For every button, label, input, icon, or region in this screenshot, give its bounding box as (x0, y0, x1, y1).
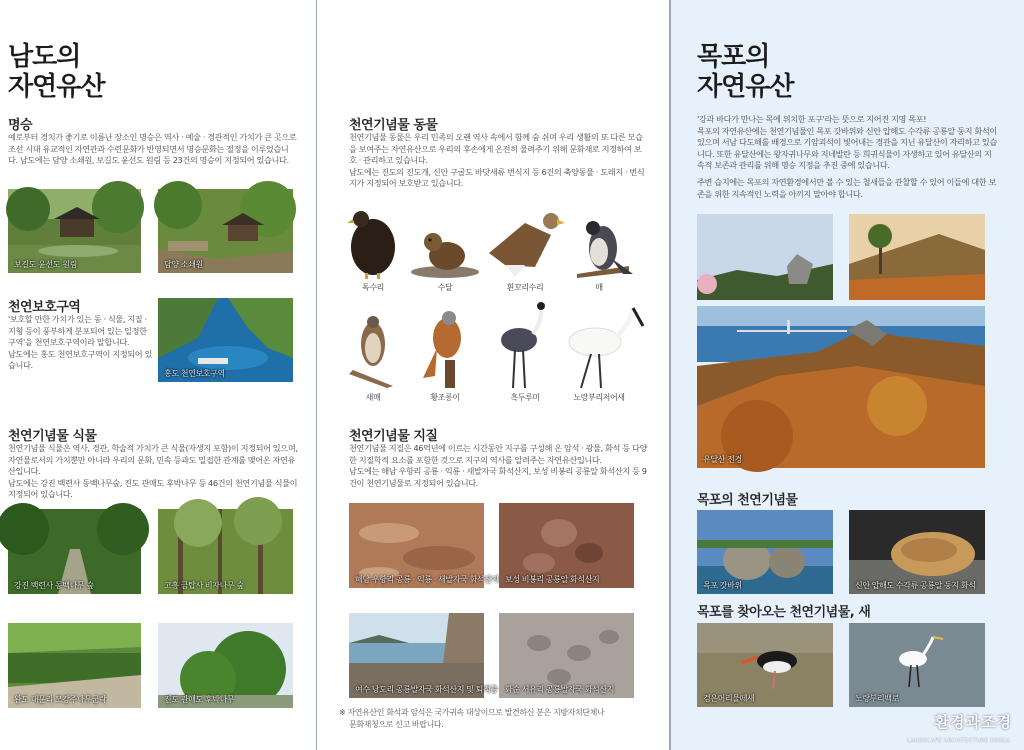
reserve-text-2: 남도에는 홍도 천연보호구역이 지정되어 있습니다. (8, 348, 152, 371)
photo-caption: 여수 낭도리 공룡발자국 화석산지 및 퇴적층 (355, 685, 498, 694)
plants-text-1: 천연기념물 식물은 역사, 경관, 학술적 가치가 큰 식물(자생지 포함)이 지정되어 있으며, 자연물로서의 가치뿐만 아니라 우리의 문화, 민속 등과도 밀접한 관계를 맺어온 자연유산입니다. (8, 443, 298, 477)
mokpo-birds-title: 목포를 찾아오는 천연기념물, 새 (697, 605, 871, 620)
mokpo-text-3: 주변 습지에는 목포의 자연환경에서만 볼 수 있는 철새들을 관찰할 수 있어 이들에 대한 보존을 위한 지속적인 노력을 아끼지 말아야 합니다. (697, 176, 996, 199)
photo-caption: 강진 백련사 동백나무 숲 (14, 581, 94, 590)
photo-caption: 목포 갓바위 (703, 581, 742, 590)
photo-oystercatcher (697, 623, 833, 707)
photo-soswaewon (158, 189, 293, 273)
animal-otter (409, 228, 481, 278)
photo-bibongri (499, 503, 634, 588)
photo-egret (849, 623, 985, 707)
animal-kestrel (417, 308, 477, 388)
mokpo-title (697, 42, 793, 102)
photo-caption: 노랑부리백로 (855, 694, 899, 703)
scenic-title: 명승 (8, 118, 33, 133)
geology-text-2: 남도에는 해남 우항리 공룡 · 익룡 · 새발자국 화석산지, 보성 비봉리 공룡알 화석산지 등 9건이 천연기념물로 지정되어 있습니다. (349, 466, 647, 488)
photo-seoyuri (499, 613, 634, 698)
mokpo-text-1: '강과 바다가 만나는 목에 위치한 포구'라는 뜻으로 지어진 지명 목포! (697, 114, 927, 124)
title-line-2: 자연유산 (697, 72, 794, 102)
animals-text-1: 천연기념물 동물은 우리 민족의 오랜 역사 속에서 함께 숨 쉬며 우리 생활의 또 다른 모습을 보여주는 자연유산으로 우리의 후손에게 온전히 물려주기 위해 문화재로 지정하여 보호 · 관리하고 있습니다. (349, 132, 643, 166)
geology-text (349, 443, 647, 489)
title-line-2: 자연유산 (8, 72, 105, 102)
plants-text (8, 443, 300, 501)
fossil-note-line-2: 문화재청으로 신고 바랍니다. (349, 720, 444, 729)
photo-daemunri (8, 623, 141, 708)
animal-falcon (571, 218, 635, 278)
photo-caption: 유달산 전경 (703, 455, 742, 464)
animals-text-2: 남도에는 진도의 진도개, 신안 구굴도 바닷새류 번식지 등 6건의 축양동물 · 도래지 · 번식지가 지정되어 보호받고 있습니다. (349, 166, 645, 189)
animal-label: 매 (595, 283, 603, 292)
animals-title: 천연기념물 동물 (349, 118, 438, 133)
photo-caption: 화순 서유리 공룡발자국 화석산지 (505, 685, 615, 694)
plants-text-2: 남도에는 강진 백련사 동백나무숲, 진도 관매도 후박나무 등 46건의 천연기념물 식물이 지정되어 있습니다. (8, 477, 298, 500)
mokpo-text-2: 목포의 자연유산에는 천연기념물인 목포 갓바위와 신안 압해도 수각류 공룡알 둥지 화석이 있으며 서남 다도해를 배경으로 기암괴석이 빛어내는 경관을 지닌 유달산이 자리하고 있습니다. 또한 유달산에는 왕자귀나무와 지네발란 등 희귀식물이 자생하고 있어 유달산의 지속적 보존과 관리를 위해 명승 지정을 추진 중에 있습니다. (697, 125, 997, 171)
photo-caption: 홍도 천연보호구역 (164, 369, 225, 378)
namdo-title (8, 42, 104, 102)
photo-geumtapsa (158, 509, 293, 594)
watermark-logo: 환경과조경 (934, 713, 1012, 731)
geology-text-1: 천연기념물 지질은 46억년에 이르는 시간동안 지구를 구성해 온 암석 · 광물, 화석 등 다양한 지질학적 요소를 포함한 것으로 지구의 역사를 알려주는 자연유산입니다. (349, 443, 647, 465)
animals-text (349, 132, 645, 190)
photo-mokpo-autumn (849, 214, 985, 300)
animal-spoonbill (561, 302, 645, 390)
photo-gatbawi (697, 510, 833, 594)
animal-label: 흑두루미 (510, 393, 540, 402)
geology-title: 천연기념물 지질 (349, 429, 438, 444)
column-namdo (0, 0, 316, 750)
photo-caption: 담양 소쇄원 (164, 260, 203, 269)
mokpo-monuments-title: 목포의 천연기념물 (697, 493, 798, 508)
animal-label: 노랑부리저어새 (573, 393, 625, 402)
title-line-1: 남도의 (8, 42, 81, 72)
photo-caption: 해남 우항리 공룡 · 익룡 · 새발자국 화석산지 (355, 575, 499, 584)
scenic-text: 예로부터 경치가 좋기로 이름난 장소인 명승은 역사 · 예술 · 경관적인 가치가 큰 곳으로 조선 시대 유교적인 자연관과 수련문화가 반영되면서 명승문화는 절정을 이루었습니다. 남도에는 담양 소쇄원, 보길도 윤선도 원림 등 23건의 명승이 지정되어 있습니다. (8, 132, 297, 166)
mokpo-text (697, 114, 997, 200)
animal-white-tailed-eagle (485, 205, 565, 280)
animal-vulture (343, 205, 403, 280)
column-mokpo (671, 0, 1024, 750)
column-monuments (317, 0, 669, 750)
photo-nangdori (349, 613, 498, 698)
animal-label: 황조롱이 (430, 393, 460, 402)
animal-label: 흰꼬리수리 (506, 283, 544, 292)
fossil-note-line-1: ※ 자연유산인 화석과 암석은 국가귀속 대상이므로 발견하신 분은 지방자치단체나 (339, 708, 605, 717)
photo-caption: 진도 관매도 후박나무 (164, 695, 235, 704)
photo-bogildo (8, 189, 141, 273)
photo-dino-egg (849, 510, 985, 594)
photo-caption: 검은머리물떼새 (703, 694, 755, 703)
reserve-text-1: '보호할 만한 가치가 있는 동 · 식물, 지질 · 지형 등이 풍부하게 분포되어 있는 일정한 구역'을 천연보호구역이라 말합니다. (8, 314, 147, 348)
title-line-1: 목포의 (697, 42, 770, 72)
photo-caption: 고흥 금탑사 비자나무 숲 (164, 581, 244, 590)
animal-sparrowhawk (343, 310, 403, 388)
photo-mokpo-rock (697, 214, 833, 300)
reserve-text (8, 314, 154, 372)
photo-yudalsan (697, 306, 985, 468)
plants-title: 천연기념물 식물 (8, 429, 97, 444)
photo-baengnyeonsa (8, 509, 141, 594)
reserve-title: 천연보호구역 (8, 300, 81, 315)
animal-label: 독수리 (362, 283, 384, 292)
photo-caption: 보성 비봉리 공룡알 화석산지 (505, 575, 600, 584)
photo-caption: 보길도 윤선도 원림 (14, 260, 77, 269)
photo-gwanmaedo (158, 623, 293, 708)
photo-hongdo (158, 298, 293, 382)
animal-label: 수달 (437, 283, 453, 292)
animal-label: 새매 (365, 393, 381, 402)
photo-uhangri (349, 503, 499, 588)
photo-caption: 신안 압해도 수각류 공룡알 둥지 화석 (855, 581, 976, 590)
animal-hooded-crane (497, 300, 557, 390)
watermark-subtitle: LANDSCAPE ARCHITECTURE KOREA (907, 738, 1010, 744)
photo-caption: 완도 대문리 모감주나무군락 (14, 695, 107, 704)
